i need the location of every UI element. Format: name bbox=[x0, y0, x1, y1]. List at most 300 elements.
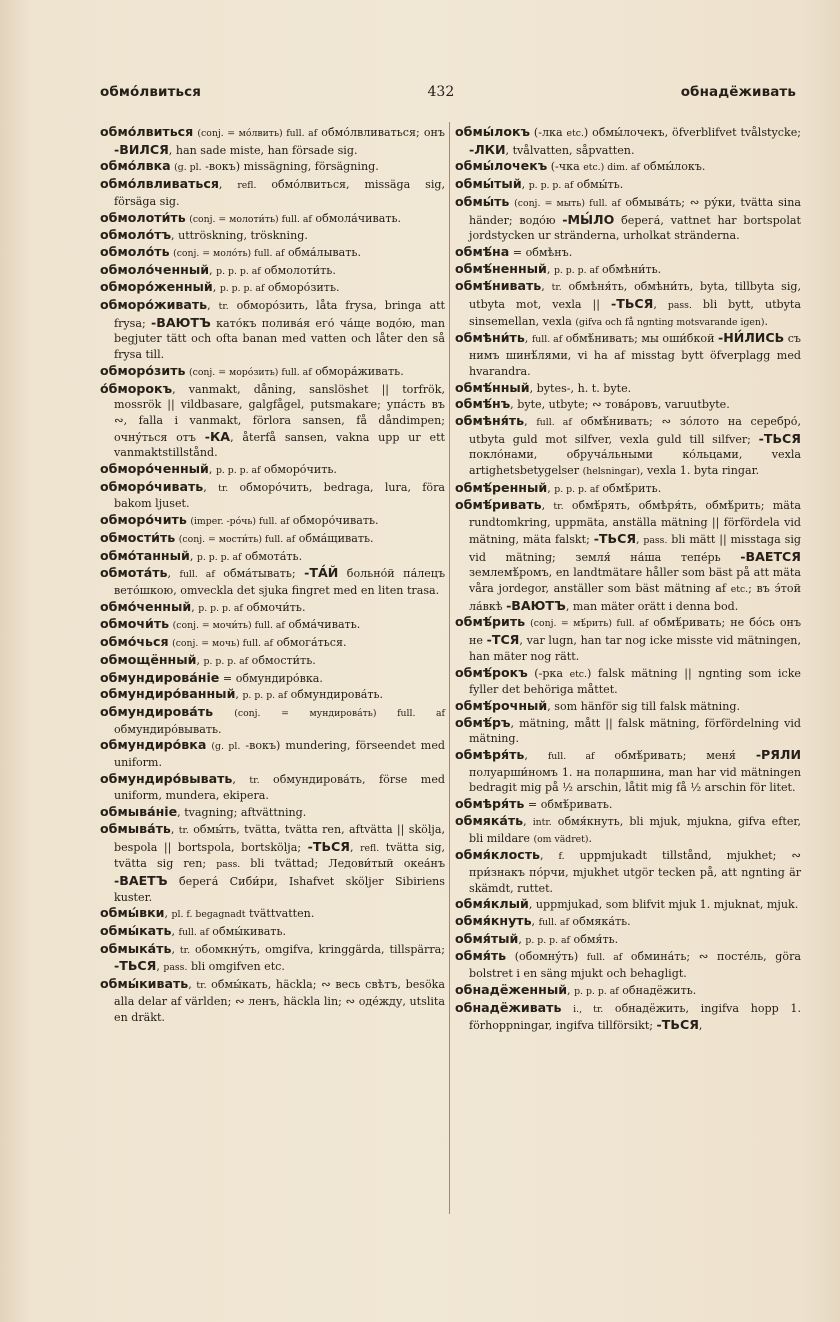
entry-text: обмы́локъ. bbox=[639, 160, 706, 174]
entry-text: (-чка bbox=[547, 160, 584, 174]
entry-text: покло́нами, обруча́льными ко́льцами, vexla artighetsbetygelser bbox=[469, 448, 801, 478]
left-column bbox=[100, 124, 445, 1025]
headword: обнадёживать bbox=[455, 999, 562, 1015]
headword: о́бморокъ bbox=[100, 380, 173, 396]
entry-text: , bbox=[523, 814, 533, 828]
grammar-label: (conj. = мочь) full. af bbox=[172, 638, 273, 650]
entry-text: обмѣ́нивать; мы оши́бкой bbox=[562, 332, 719, 346]
page-number: 432 bbox=[427, 84, 455, 100]
entry-text: , vanmakt, dåning, sanslöshet || torfrök, mossrök || vildbasare, galgfågel, putsmakare; упа́сть въ bbox=[114, 382, 445, 412]
grammar-label: tr. bbox=[551, 282, 562, 294]
entry-text: , bbox=[171, 942, 180, 956]
grammar-label: (conj. = молоти́ть) full. af bbox=[189, 213, 312, 225]
entry-text: , tvagning; aftvättning. bbox=[177, 806, 307, 820]
headword: обмы́кивать bbox=[100, 976, 189, 992]
entry-text: като́къ полива́я его́ ча́ще водо́ю, man begjuter tätt och ofta banan med vatten och låter den så frysa till. bbox=[114, 316, 446, 362]
entry-text: обмина́ть; bbox=[622, 950, 699, 964]
grammar-label: (conj. = мо́лвить) full. af bbox=[197, 128, 318, 139]
dictionary-entry bbox=[455, 665, 801, 698]
entry-text: (-рка bbox=[527, 666, 570, 680]
grammar-label: (om vädret) bbox=[533, 833, 589, 845]
entry-text: оде́жду, utslita en dräkt. bbox=[114, 994, 445, 1024]
entry-text: , bbox=[189, 549, 197, 563]
grammar-label: (conj. = мости́ть) full. af bbox=[178, 533, 296, 545]
entry-text: обмѣ́ривать; меня́ bbox=[594, 749, 756, 763]
headword: -РЯЛИ bbox=[755, 747, 801, 763]
dictionary-entry bbox=[455, 982, 801, 1000]
entry-text: обмундирова́ть. bbox=[287, 688, 384, 702]
dictionary-entry bbox=[455, 396, 801, 413]
entry-text: обмундиро́вывать. bbox=[114, 722, 222, 736]
headword: обмѣ́рокъ bbox=[455, 664, 528, 680]
headword: обмѣря́ть bbox=[455, 796, 525, 812]
entry-text: , bbox=[235, 688, 243, 702]
grammar-label: (helsningar) bbox=[582, 466, 640, 478]
headword: -ВАЕТСЯ bbox=[740, 548, 801, 564]
entry-text: обмя́кнуть, bli mjuk, mjukna, gifva efter, bli mildare bbox=[469, 814, 801, 845]
entry-text: обомкну́ть, omgifva, kringgärda, tillspärra; bbox=[190, 942, 445, 956]
headword: -ТЬСЯ bbox=[593, 530, 637, 546]
dictionary-entry bbox=[100, 599, 445, 617]
headword: обмѣ́ривать bbox=[455, 497, 542, 513]
headword: обмундиро́ванный bbox=[100, 686, 236, 702]
headword: обмя́клость bbox=[455, 847, 540, 863]
dictionary-entry bbox=[100, 652, 445, 670]
entry-text: обмѣ́рить. bbox=[598, 481, 662, 495]
entry-text bbox=[213, 706, 234, 719]
headword: -ТСЯ bbox=[486, 632, 520, 648]
entry-text: обмола́чивать. bbox=[311, 211, 402, 225]
headword: обмѣни́ть bbox=[455, 330, 525, 346]
entry-text: обмыва́ть; bbox=[620, 195, 690, 209]
entry-text: берега́, vattnet har bortspolat jordstycken ur stränderna, urholkat stränderna. bbox=[469, 213, 801, 243]
entry-text: bli bytt, utbyta sinsemellan, vexla bbox=[469, 298, 801, 328]
headword: -КА bbox=[204, 428, 231, 444]
headword: обмѣря́ть bbox=[455, 747, 525, 763]
dictionary-entry bbox=[100, 634, 445, 652]
grammar-label: (conj. = мѣ́рить) full. af bbox=[530, 618, 649, 630]
grammar-label: p. p. p. af bbox=[216, 265, 261, 277]
grammar-label: full. af bbox=[538, 917, 569, 929]
headword: обмѣ́на bbox=[455, 243, 510, 259]
entry-text: , bbox=[188, 978, 197, 992]
dictionary-entry bbox=[455, 158, 801, 176]
entry-text: . bbox=[764, 314, 769, 328]
entry-text: , tvålvatten, såpvatten. bbox=[505, 143, 635, 157]
entry-text: ру́ки, tvätta sina händer; водо́ю bbox=[469, 195, 801, 227]
entry-text: обмѣ́нивать; bbox=[571, 414, 662, 428]
grammar-label: p. p. p. af bbox=[574, 985, 619, 997]
entry-text: , bbox=[524, 414, 537, 428]
headword: -ЛКИ bbox=[469, 141, 506, 157]
entry-text: (обомну́ть) bbox=[506, 950, 587, 964]
headword: обмѣня́ть bbox=[455, 412, 525, 428]
entry-text: , bbox=[653, 298, 668, 312]
headword: обмо́лвиться bbox=[100, 124, 194, 139]
headword: обмѣ́нный bbox=[455, 379, 530, 395]
dictionary-entry bbox=[100, 227, 445, 244]
entry-text: обма́чивать. bbox=[284, 618, 361, 632]
headword: обмощённый bbox=[100, 651, 197, 667]
entry-text: , bbox=[218, 178, 238, 192]
entry-text: обмо́лвиться, missäga sig, försäga sig. bbox=[114, 178, 445, 208]
entry-text: ) falsk mätning || ngnting som icke fyller det behöriga måttet. bbox=[469, 666, 801, 697]
tilde-sign: ∾ bbox=[791, 848, 802, 863]
headword: обмости́ть bbox=[100, 529, 176, 545]
entry-text: uppmjukadt tillstånd, mjukhet; bbox=[564, 849, 792, 863]
grammar-label: full. af bbox=[179, 569, 215, 581]
tilde-sign: ∾ bbox=[698, 949, 709, 964]
headword: -ТЬСЯ bbox=[656, 1017, 699, 1033]
dictionary-entry bbox=[455, 278, 801, 330]
grammar-label: full. af bbox=[586, 952, 623, 964]
dictionary-entry bbox=[455, 330, 801, 379]
headword: обморо́чить bbox=[100, 512, 187, 528]
headword: -ТЬСЯ bbox=[758, 430, 801, 446]
grammar-label: (gifva och få ngnting motsvarande igen) bbox=[575, 316, 765, 328]
grammar-label: (g. pl. bbox=[174, 162, 202, 174]
entry-text: обмы́ть. bbox=[573, 178, 624, 192]
entry-text: , bbox=[156, 960, 164, 974]
entry-text: обморо́зить, låta frysa, bringa att frysa; bbox=[114, 299, 445, 330]
headword: обмы́локъ bbox=[455, 124, 531, 139]
entry-text: обморо́зить. bbox=[264, 281, 340, 295]
entry-text: , bbox=[349, 840, 361, 854]
dictionary-entry bbox=[455, 244, 801, 261]
tilde-sign: ∾ bbox=[114, 412, 124, 427]
headword: обмѣ́нъ bbox=[455, 396, 511, 412]
dictionary-entry bbox=[455, 194, 801, 244]
entry-text bbox=[561, 1002, 573, 1015]
entry-text: обмота́ть. bbox=[241, 549, 303, 563]
dictionary-entry bbox=[100, 297, 445, 363]
dictionary-entry bbox=[100, 262, 445, 280]
entry-text: при́знакъ по́рчи, mjukhet utgör tecken på, att ngnting är skämdt, ruttet. bbox=[469, 865, 801, 895]
headword: -ТЬСЯ bbox=[611, 296, 654, 312]
grammar-label: pass. bbox=[667, 300, 692, 312]
grammar-label: p. p. p. af bbox=[554, 483, 599, 495]
grammar-label: etc.) dim. af bbox=[583, 162, 640, 174]
entry-text: обмяка́ть. bbox=[568, 915, 631, 929]
headword: обмоло́тъ bbox=[100, 227, 172, 243]
headword: обмѣ́ръ bbox=[455, 714, 511, 730]
right-column bbox=[455, 124, 801, 1034]
dictionary-entry bbox=[100, 158, 445, 176]
headword: обморо́чивать bbox=[100, 478, 204, 494]
headword: -ВАЕТЪ bbox=[114, 872, 168, 888]
entry-text: , bbox=[196, 653, 204, 667]
headword: обморо́живать bbox=[100, 297, 208, 313]
headword: -ВАЮТЪ bbox=[506, 597, 566, 613]
entry-text: , bbox=[232, 772, 250, 786]
dictionary-entry bbox=[100, 804, 445, 821]
dictionary-entry bbox=[455, 715, 801, 747]
entry-text: обмѣня́ть, обмѣни́ть, byta, tillbyta sig, utbyta mot, vexla || bbox=[469, 280, 801, 312]
headword: обнадёженный bbox=[455, 981, 568, 997]
grammar-label: p. p. p. af bbox=[219, 283, 265, 295]
entry-text: , byte, utbyte; bbox=[510, 398, 592, 412]
headword: обмундиро́вывать bbox=[100, 770, 233, 786]
dictionary-entry bbox=[455, 413, 801, 480]
dictionary-entry bbox=[100, 244, 445, 262]
grammar-label: (conj. = мундирова́ть) full. af bbox=[234, 707, 445, 719]
grammar-label: etc. bbox=[730, 583, 749, 595]
dictionary-entry bbox=[100, 381, 445, 462]
entry-text: , bbox=[170, 822, 179, 836]
headword: обмо́лвка bbox=[100, 158, 171, 174]
entry-text: , bbox=[209, 263, 217, 277]
entry-text: bli omgifven etc. bbox=[187, 960, 285, 974]
dictionary-entry bbox=[100, 821, 445, 906]
dictionary-entry bbox=[455, 261, 801, 279]
entry-text: , bbox=[539, 849, 559, 863]
headword: -ТЬСЯ bbox=[114, 958, 157, 974]
dictionary-entry bbox=[100, 210, 445, 228]
entry-text: землемѣ́ромъ, en landtmätare håller som bäst på att mäta våra jordegor, anställer som bäst mätning af bbox=[469, 566, 801, 595]
dictionary-entry bbox=[455, 931, 801, 949]
entry-text: = обмѣ́ривать. bbox=[524, 798, 613, 812]
headword: обмо́ченный bbox=[100, 598, 192, 614]
entry-text: , bbox=[567, 983, 575, 997]
grammar-label: p. p. p. af bbox=[198, 602, 243, 614]
headword: обмя́клый bbox=[455, 896, 529, 912]
entry-text: , som hänför sig till falsk mätning. bbox=[547, 699, 740, 713]
entry-text: , bytes-, h. t. byte. bbox=[529, 381, 632, 395]
grammar-label: full. af bbox=[536, 416, 572, 428]
headword: обмы́вки bbox=[100, 905, 165, 921]
headword: -МЫ́ЛО bbox=[562, 211, 615, 227]
grammar-label: full. af bbox=[531, 334, 563, 346]
entry-text: , bbox=[208, 463, 216, 477]
entry-text: обмога́ться. bbox=[272, 636, 347, 650]
running-head bbox=[100, 84, 796, 106]
entry-text: , han sade miste, han försade sig. bbox=[168, 143, 358, 157]
entry-text: , bbox=[164, 907, 172, 921]
entry-text: tvätta sig, tvätta sig ren; bbox=[114, 840, 445, 871]
headword: обмя́тый bbox=[455, 930, 519, 946]
grammar-label: p. p. p. af bbox=[242, 690, 288, 702]
dictionary-entry bbox=[100, 905, 445, 923]
entry-text: bli tvättad; Ледови́тый океа́нъ bbox=[240, 857, 445, 871]
entry-text: , bbox=[698, 1019, 703, 1033]
entry-text: , bbox=[171, 925, 179, 939]
tilde-sign: ∾ bbox=[321, 977, 331, 992]
grammar-label: tr. bbox=[218, 301, 229, 313]
entry-text: , bbox=[531, 915, 539, 929]
entry-text: съ нимъ шинѣ́лями, vi ha af misstag bytt öfverplagg med hvarandra. bbox=[469, 332, 801, 378]
headword: обмоло́ть bbox=[100, 243, 170, 259]
headword: обмы́лочекъ bbox=[455, 158, 548, 174]
dictionary-entry bbox=[100, 923, 445, 941]
entry-text: , bbox=[521, 178, 529, 192]
headword: обмыка́ть bbox=[100, 940, 172, 956]
grammar-label: tr. bbox=[249, 774, 260, 786]
entry-text: = обмундиро́вка. bbox=[219, 671, 323, 685]
headword: обмо́лвливаться bbox=[100, 176, 219, 192]
headword: обмоло́ченный bbox=[100, 261, 210, 277]
entry-text: обмѣ́ривать; не бо́сь онъ не bbox=[469, 616, 801, 648]
tilde-sign: ∾ bbox=[661, 413, 672, 428]
guide-word-right: обнадёживать bbox=[680, 84, 796, 100]
grammar-label: p. p. p. af bbox=[553, 264, 599, 276]
headword: -ВИЛСЯ bbox=[114, 141, 169, 157]
headword: обмо́танный bbox=[100, 547, 190, 563]
grammar-label: full. af bbox=[547, 751, 595, 763]
dictionary-entry bbox=[100, 737, 445, 770]
dictionary-entry bbox=[455, 948, 801, 981]
headword: обмя́ть bbox=[455, 948, 507, 964]
entry-text: обмолоти́ть. bbox=[260, 263, 336, 277]
entry-text: , återfå sansen, vakna upp ur ett vanmaktstillstånd. bbox=[114, 430, 445, 460]
headword: обморо́зить bbox=[100, 362, 186, 378]
entry-text: , bbox=[547, 481, 555, 495]
dictionary-entry bbox=[455, 480, 801, 498]
entry-text: , falla i vanmakt, förlora sansen, få dåndimpen; очну́ться отъ bbox=[114, 413, 445, 444]
headword: -ТА́Й bbox=[304, 565, 339, 581]
grammar-label: (conj. = моро́зить) full. af bbox=[189, 366, 312, 378]
grammar-label: (conj. = моло́ть) full. af bbox=[173, 247, 285, 259]
entry-text: полуарши́номъ 1. на поларшина, man har vid mätningen bedragit mig på ½ arschin, låtit mig få ½ arschin för litet. bbox=[469, 765, 801, 795]
entry-text: , var lugn, han tar nog icke misste vid mätningen, han mäter nog rätt. bbox=[469, 634, 801, 663]
dictionary-entry bbox=[100, 363, 445, 381]
grammar-label: p. p. p. af bbox=[528, 180, 574, 192]
entry-text: обморо́чить. bbox=[260, 463, 337, 477]
tilde-sign: ∾ bbox=[591, 397, 602, 412]
entry-text: , bbox=[191, 600, 199, 614]
headword: обмѣ́нивать bbox=[455, 278, 542, 294]
headword: обмѣ́ренный bbox=[455, 479, 548, 495]
headword: обмѣ́рочный bbox=[455, 697, 548, 713]
entry-text: , bbox=[524, 749, 548, 763]
dictionary-entry bbox=[100, 124, 445, 158]
entry-text: обмы́кать, häckla; bbox=[206, 978, 322, 992]
grammar-label: tr. bbox=[218, 482, 229, 494]
headword: обмя́кнуть bbox=[455, 913, 532, 929]
headword: обмолоти́ть bbox=[100, 209, 186, 225]
entry-text: , bbox=[212, 281, 220, 295]
entry-text: , bbox=[541, 280, 552, 294]
grammar-label: tr. bbox=[178, 824, 189, 836]
entry-text: обмости́ть. bbox=[248, 653, 316, 667]
headword: обмундирова́ніе bbox=[100, 669, 220, 685]
entry-text: обмы́кивать. bbox=[208, 925, 287, 939]
headword: обмѣ́рить bbox=[455, 614, 526, 630]
entry-text: обма́лывать. bbox=[284, 245, 361, 259]
grammar-label: p. p. p. af bbox=[525, 934, 570, 946]
grammar-label: (imper. -ро́чь) full. af bbox=[190, 516, 290, 528]
dictionary-entry bbox=[100, 479, 445, 512]
grammar-label: (conj. = мочи́ть) full. af bbox=[172, 620, 285, 632]
dictionary-entry bbox=[455, 896, 801, 913]
dictionary-entry bbox=[455, 497, 801, 614]
entry-text: обморо́чить, bedraga, lura, föra bakom ljuset. bbox=[114, 480, 445, 511]
grammar-label: refl. bbox=[237, 180, 257, 192]
grammar-label: i., tr. bbox=[573, 1003, 604, 1015]
grammar-label: p. p. p. af bbox=[203, 655, 249, 667]
entry-text: обнадёжить, ingifva hopp 1. förhoppningar, ingifva tillförsikt; bbox=[469, 1001, 801, 1033]
headword: -ТЬСЯ bbox=[307, 838, 350, 854]
dictionary-entry bbox=[100, 686, 445, 704]
dictionary-entry bbox=[100, 512, 445, 530]
guide-word-left: обмо́лвиться bbox=[100, 84, 202, 100]
tilde-sign: ∾ bbox=[234, 993, 245, 1008]
grammar-label: pass. bbox=[216, 859, 241, 871]
entry-text: . bbox=[588, 831, 593, 845]
headword: обмундирова́ть bbox=[100, 703, 214, 719]
dictionary-entry bbox=[100, 941, 445, 976]
grammar-label: pass. bbox=[643, 534, 668, 546]
grammar-label: p. p. p. af bbox=[196, 551, 242, 563]
grammar-label: full. af bbox=[178, 927, 209, 939]
entry-text: берега́ Сиби́ри, Ishafvet sköljer Sibiriens kuster. bbox=[114, 874, 445, 904]
entry-text: обморо́чивать. bbox=[289, 514, 379, 528]
entry-text: (-лка bbox=[530, 126, 567, 139]
tilde-sign: ∾ bbox=[345, 993, 356, 1008]
dictionary-entry bbox=[455, 813, 801, 847]
entry-text: това́ровъ, varuutbyte. bbox=[601, 398, 730, 412]
headword: -НИ́ЛИСЬ bbox=[718, 330, 785, 346]
dictionary-entry bbox=[455, 614, 801, 664]
headword: -ВАЮТЪ bbox=[151, 314, 211, 330]
entry-text: , bbox=[636, 532, 644, 546]
headword: обмундиро́вка bbox=[100, 737, 207, 753]
dictionary-entry bbox=[100, 616, 445, 634]
grammar-label: tr. bbox=[196, 980, 207, 992]
entry-text: -вокъ) mundering, förseendet med uniform. bbox=[114, 739, 445, 770]
entry-text: весь свѣтъ, besöka alla delar af världen; bbox=[114, 978, 445, 1008]
dictionary-entry bbox=[100, 565, 445, 598]
headword: обмѣ́ненный bbox=[455, 260, 547, 276]
tilde-sign: ∾ bbox=[689, 194, 700, 209]
column-divider bbox=[449, 122, 450, 1214]
dictionary-entry bbox=[455, 176, 801, 194]
entry-text: = обмѣнъ. bbox=[509, 245, 573, 259]
entry-text: обма́щивать. bbox=[295, 531, 374, 545]
headword: обмяка́ть bbox=[455, 812, 524, 828]
entry-text: , bbox=[203, 480, 219, 494]
entry-text: обма́тывать; bbox=[214, 567, 305, 581]
grammar-label: etc. bbox=[566, 128, 584, 139]
dictionary-entry bbox=[100, 279, 445, 297]
headword: обмочи́ть bbox=[100, 616, 170, 632]
entry-text: , bbox=[167, 567, 180, 581]
entry-text: , man mäter orätt i denna bod. bbox=[565, 599, 739, 613]
dictionary-entry bbox=[455, 796, 801, 813]
entry-text: зо́лото на серебро́, utbyta guld mot silfver, vexla guld till silfver; bbox=[469, 414, 801, 446]
entry-text: bli mätt || misstaga sig vid mätning; земля́ на́ша тепе́рь bbox=[469, 532, 801, 564]
grammar-label: p. p. p. af bbox=[215, 465, 261, 477]
dictionary-entry bbox=[100, 461, 445, 479]
dictionary-entry bbox=[455, 380, 801, 397]
dictionary-entry bbox=[455, 1000, 801, 1034]
grammar-label: f. bbox=[558, 851, 565, 863]
grammar-label: pass. bbox=[163, 962, 188, 974]
dictionary-entry bbox=[455, 913, 801, 931]
headword: обмо́чься bbox=[100, 634, 169, 650]
dictionary-entry bbox=[455, 747, 801, 796]
entry-text: посте́ль, göra bolstret i en säng mjukt och behagligt. bbox=[469, 950, 801, 981]
entry-text: , uppmjukad, som blifvit mjuk 1. mjuknat, mjuk. bbox=[528, 898, 799, 912]
grammar-label: tr. bbox=[553, 501, 564, 513]
dictionary-entry bbox=[100, 176, 445, 209]
entry-text: ленъ, häckla lin; bbox=[244, 994, 346, 1008]
entry-text: больно́й па́лецъ вето́шкою, omveckla det sjuka fingret med en liten trasa. bbox=[114, 567, 445, 597]
dictionary-entry bbox=[455, 698, 801, 715]
headword: обмыва́ть bbox=[100, 820, 171, 836]
headword: обмота́ть bbox=[100, 565, 168, 581]
entry-text: , bbox=[524, 332, 532, 346]
dictionary-entry bbox=[100, 771, 445, 804]
